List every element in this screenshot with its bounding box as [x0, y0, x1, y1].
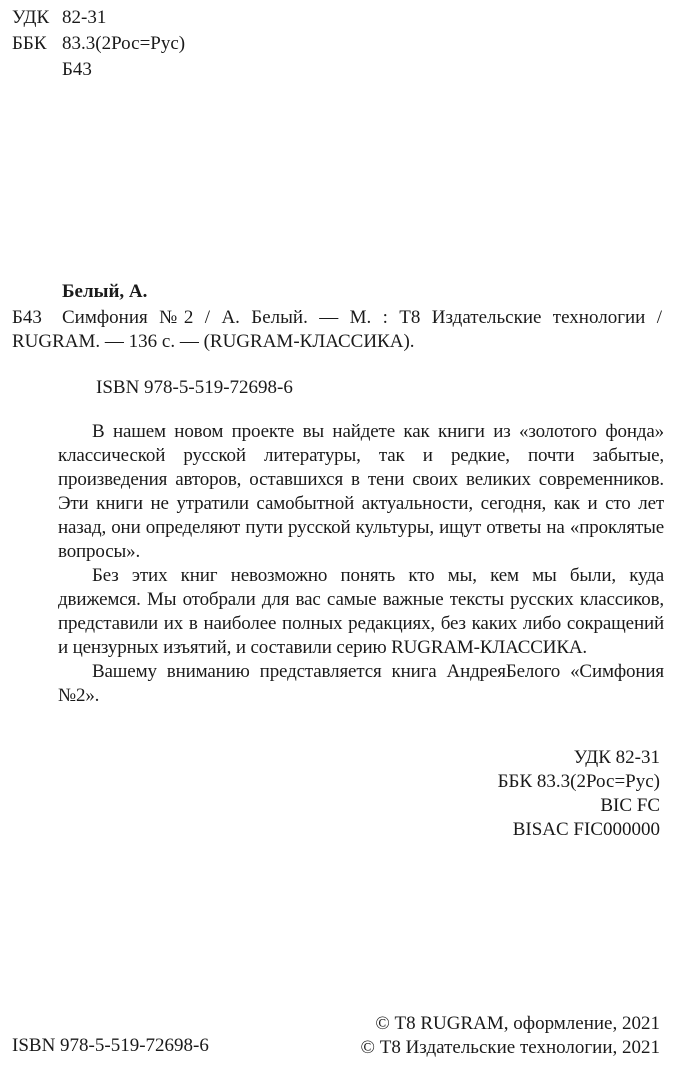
bbk-label: ББК — [12, 33, 47, 54]
bbk-value: 83.3(2Рос=Рус) — [62, 33, 186, 54]
copyright-line: © Т8 Издательские технологии, 2021 — [360, 1037, 660, 1058]
copyright-block — [361, 1012, 660, 1060]
isbn-line: ISBN 978-5-519-72698-6 — [96, 377, 293, 398]
bibliographic-record: Симфония №2 / А. Белый. — М. : Т8 Издательские технологии / RUGRAM. — 136 с. — (RUGRAM-КЛАССИКА). — [12, 307, 662, 352]
annotation-paragraph: Вашему вниманию представляется книга АндреяБелого «Симфония №2». — [58, 661, 664, 706]
udk-value: 82-31 — [62, 7, 107, 28]
annotation-paragraph: В нашем новом проекте вы найдете как книги из «золотого фонда» классической русской литературы, так и редкие, почти забытые, произведения авторов, оставшихся в тени своих великих современников. Эти книги не утратили самобытной актуальности, сегодня, как и сто лет назад, они определяют пути русской культуры, ищут ответы на «проклятые вопросы». — [58, 421, 664, 562]
bisac-code: BISAC FIC000000 — [512, 819, 660, 840]
footer-isbn: ISBN 978-5-519-72698-6 — [12, 1035, 209, 1056]
udk-code: УДК 82-31 — [573, 747, 660, 768]
annotation-paragraph: Без этих книг невозможно понять кто мы, кем мы были, куда движемся. Мы отобрали для вас самые важные тексты русских классиков, представили их в наиболее полных редакциях, без каких либо сокращений и цензурных изъятий, и составили серию RUGRAM-КЛАССИКА. — [58, 565, 664, 658]
author-heading: Белый, А. — [62, 281, 148, 302]
right-classification — [498, 746, 660, 842]
bic-code: BIC FC — [600, 795, 660, 816]
annotation — [58, 420, 664, 708]
author-mark: Б43 — [12, 307, 42, 328]
udk-label: УДК — [12, 7, 50, 28]
bbk-code: ББК 83.3(2Рос=Рус) — [497, 771, 660, 792]
author-mark-top: Б43 — [62, 59, 92, 80]
copyright-line: © Т8 RUGRAM, оформление, 2021 — [375, 1013, 660, 1034]
